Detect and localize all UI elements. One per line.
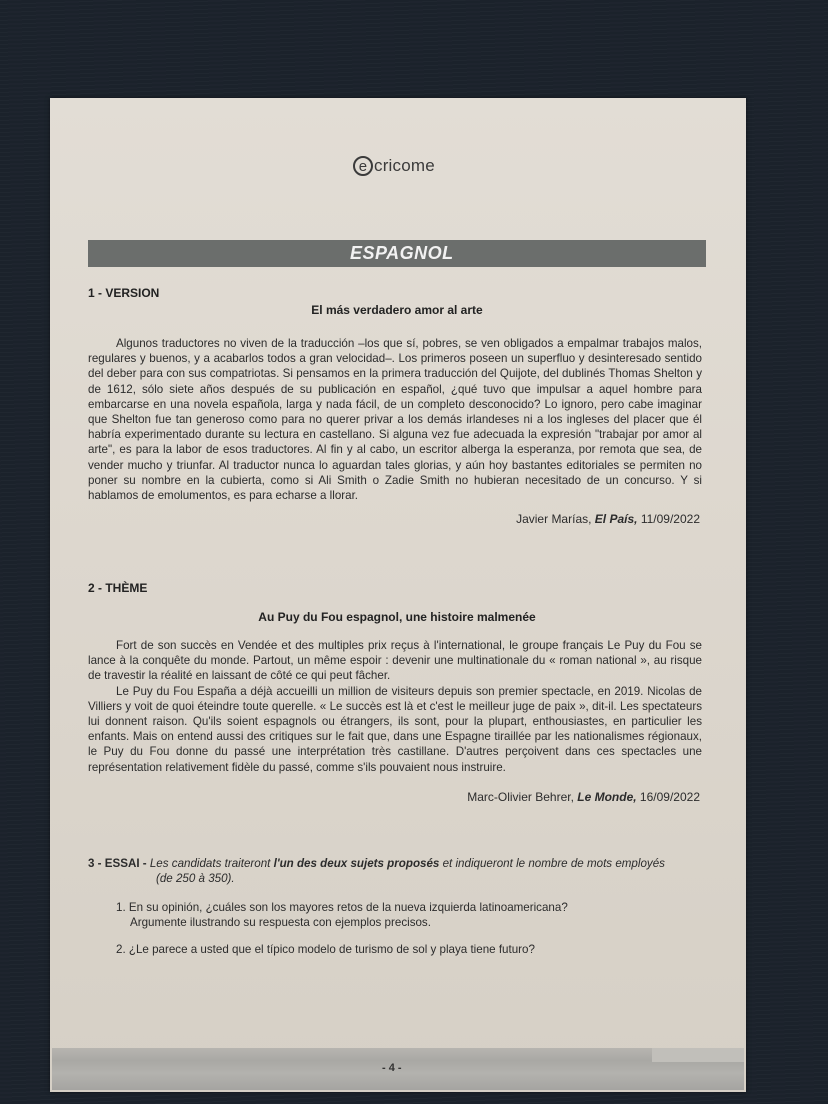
instruction-before: Les candidats traiteront bbox=[149, 857, 274, 870]
subject-banner bbox=[88, 240, 706, 267]
section-theme-heading: 2 - THÈME bbox=[88, 581, 148, 595]
ecricome-logo-icon: e bbox=[353, 156, 373, 176]
question-1-line-1: 1. En su opinión, ¿cuáles son los mayores retos de la nueva izquierda latinoamericana? bbox=[116, 901, 568, 914]
instruction-word-count: (de 250 à 350). bbox=[156, 872, 235, 885]
ecricome-logo bbox=[353, 156, 435, 176]
theme-paragraph-1: Fort de son succès en Vendée et des multiples prix reçus à l'international, le groupe français Le Puy du Fou se lance à la conquête du monde. Partout, un même espoir : devenir une multinationale du « roman national », au risque de travestir la réalité en laissant de côté ce qui peut fâcher. bbox=[88, 639, 702, 683]
section-version-heading: 1 - VERSION bbox=[88, 286, 160, 300]
essai-instructions bbox=[88, 856, 708, 886]
essai-instruction bbox=[150, 857, 665, 870]
version-paragraph: Algunos traductores no viven de la traducción –los que sí, pobres, se ven obligados a empalmar trabajos malos, regulares y buenos, y a acabarlos todos a gran velocidad–. Los primeros poseen un superfluo y desinteresado sentido del deber para con sus compatriotas. Si pensamos en la primera traducción del Quijote, del dublinés Thomas Shelton y de 1612, sólo siete años después de su publicación en español, ¿qué tuvo que impulsar a aquel hombre para embarcarse en una novela española, larga y nada fácil, de un completo desconocido? Lo ignoro, pero cabe imaginar que Shelton fue tan generoso como para no querer privar a los demás irlandeses ni a los ingleses del placer que él habría experimentado durante su lectura en castellano. Si alguna vez fue adecuada la expresión "trabajar por amor al arte", es para la labor de esos traductores. Al fin y al cabo, un escritor alberga la esperanza, por remota que sea, de vender mucho y triunfar. Al traductor nunca lo aguardan tales glorias, y aún hoy bastantes editoriales se permiten no poner su nombre en la cubierta, como si Ali Smith o Zadie Smith no hubieran necesitado de un concurso. Y si hablamos de emolumentos, es para echarse a llorar. bbox=[88, 337, 702, 503]
page-number: - 4 - bbox=[382, 1062, 402, 1074]
exam-page bbox=[50, 98, 746, 1092]
theme-source-author: Marc-Olivier Behrer, bbox=[467, 790, 578, 804]
essai-question-2 bbox=[116, 942, 676, 957]
section-essai-heading: 3 - ESSAI - bbox=[88, 857, 150, 870]
logo-text: cricome bbox=[374, 156, 435, 175]
subject-title: ESPAGNOL bbox=[350, 243, 454, 263]
version-source-publication: El País, bbox=[594, 512, 638, 526]
question-1-line-2: Argumente ilustrando su respuesta con ejemplos precisos. bbox=[130, 916, 431, 929]
version-text bbox=[88, 336, 702, 503]
instruction-bold: l'un des deux sujets proposés bbox=[273, 857, 440, 870]
essai-question-1 bbox=[116, 900, 676, 930]
footer-band bbox=[52, 1048, 744, 1090]
theme-article-title: Au Puy du Fou espagnol, une histoire malmenée bbox=[258, 610, 536, 624]
theme-text bbox=[88, 638, 702, 775]
theme-source bbox=[467, 790, 700, 804]
question-2-line-1: 2. ¿Le parece a usted que el típico modelo de turismo de sol y playa tiene futuro? bbox=[116, 943, 535, 956]
theme-source-publication: Le Monde, bbox=[577, 790, 637, 804]
version-article-title: El más verdadero amor al arte bbox=[311, 303, 483, 317]
theme-source-date: 16/09/2022 bbox=[636, 790, 700, 804]
version-source-date: 11/09/2022 bbox=[637, 512, 700, 526]
version-source-author: Javier Marías, bbox=[516, 512, 595, 526]
footer-band-accent bbox=[652, 1048, 744, 1062]
theme-paragraph-2: Le Puy du Fou España a déjà accueilli un million de visiteurs depuis son premier spectacle, en 2019. Nicolas de Villiers y voit de quoi éteindre toute querelle. « Le succès est là et c'est le meilleur juge de paix », dit-il. Les spectateurs lui donnent raison. Qu'ils soient espagnols ou étrangers, ils sont, pour la plupart, enthousiastes, en particulier les enfants. Mais on entend aussi des critiques sur le fait que, dans une Espagne tiraillée par les nationalismes régionaux, le Puy du Fou donne du passé une interprétation très castillane. D'autres perçoivent dans ces spectacles une représentation relativement fidèle du passé, comme s'ils pouvaient nous instruire. bbox=[88, 684, 702, 774]
version-source bbox=[516, 512, 700, 526]
instruction-after: et indiqueront le nombre de mots employés bbox=[439, 857, 665, 870]
